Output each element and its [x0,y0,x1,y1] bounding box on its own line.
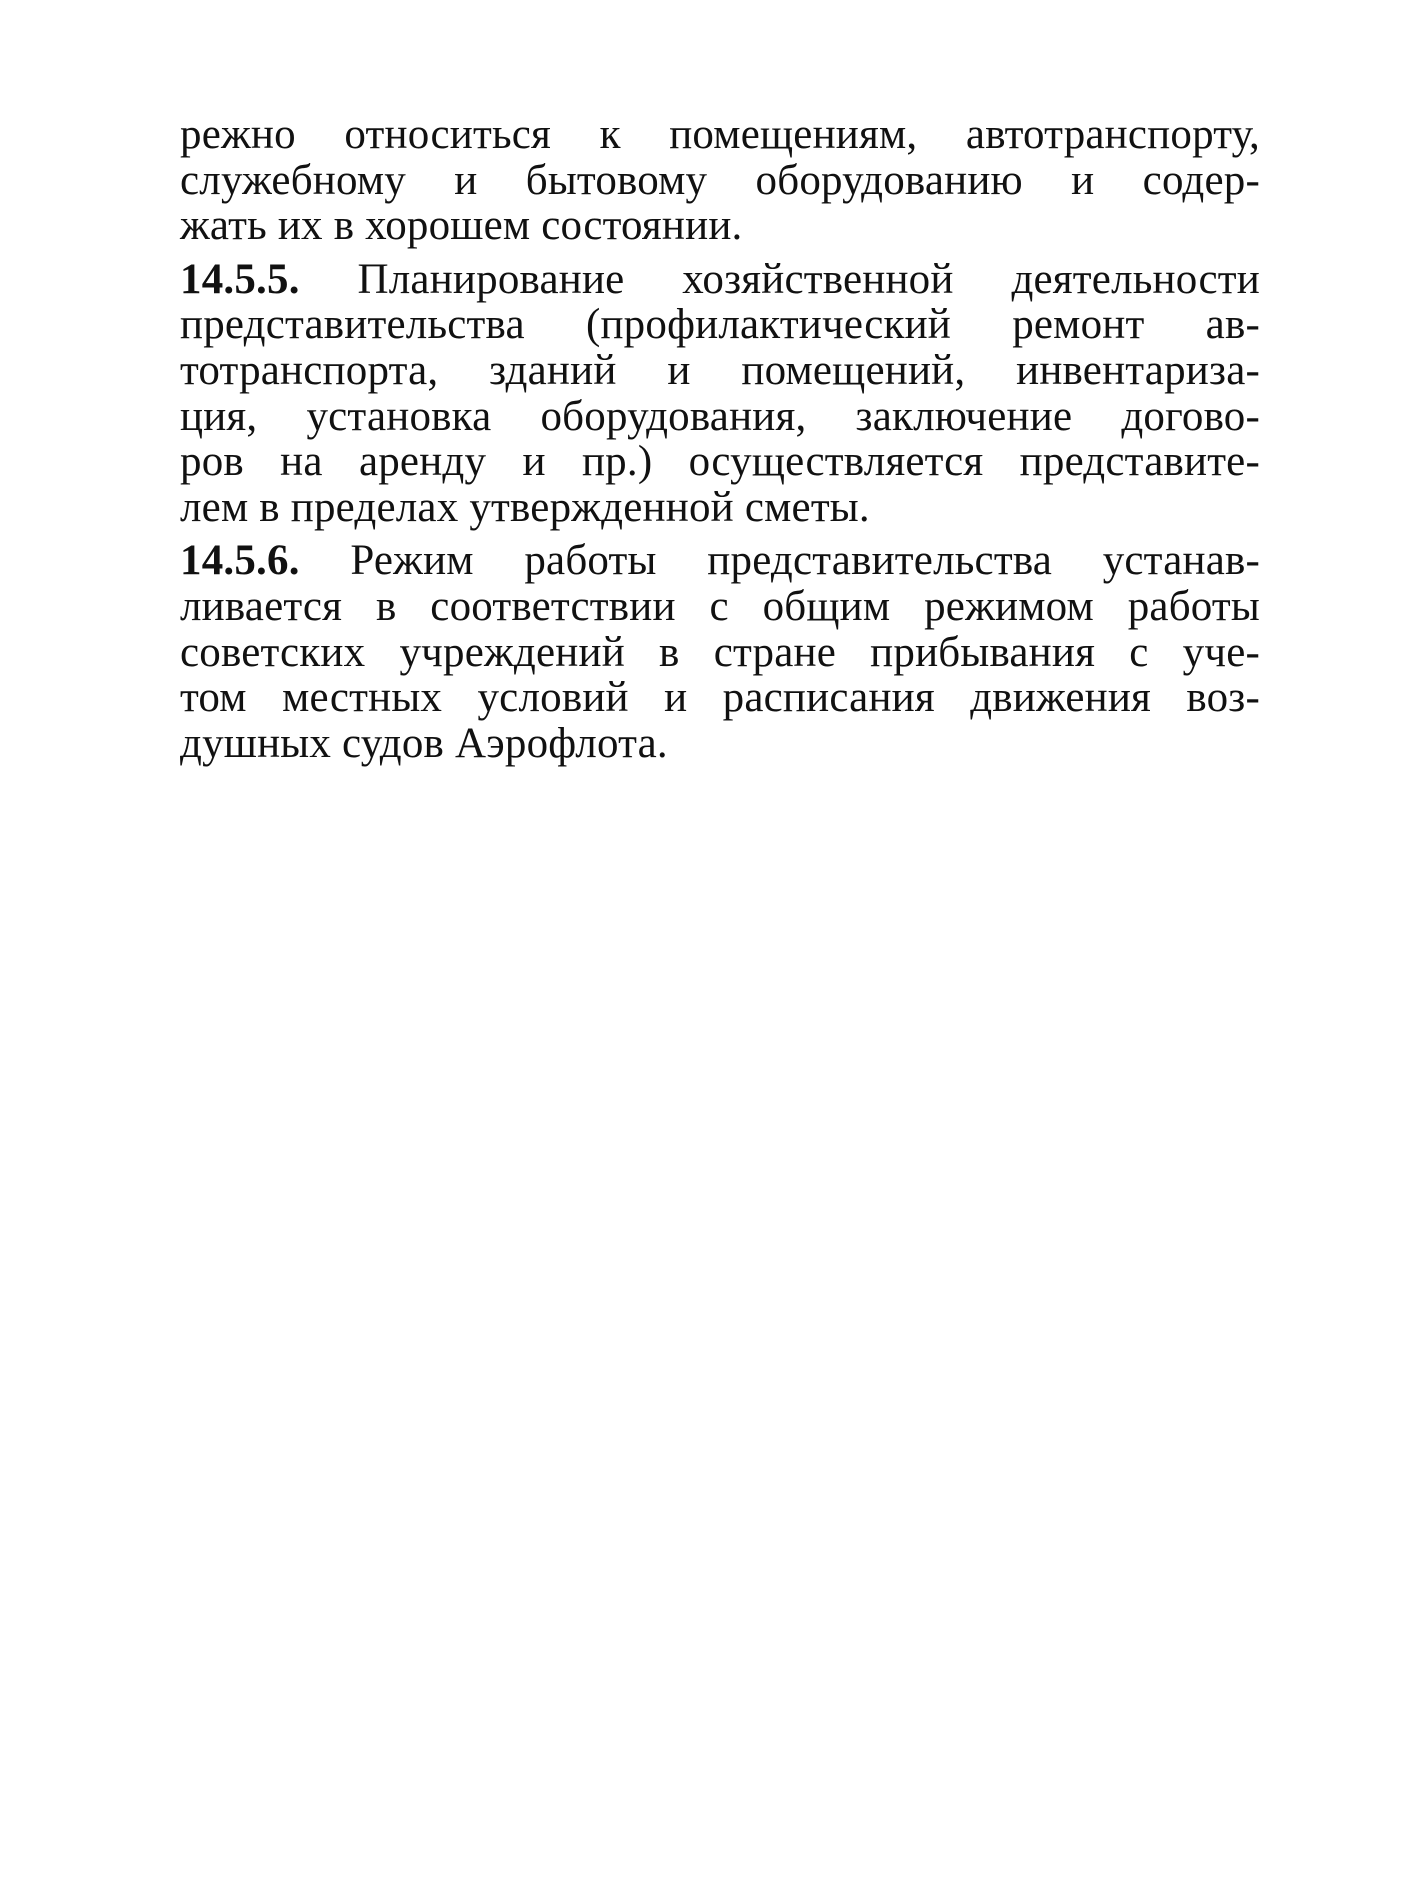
text-line: советских учреждений в стране прибывания с уче- [180,628,1260,676]
text-line: представительства (профилактический ремонт ав- [180,301,1260,349]
text-line: режно относиться к помещениям, автотранспорту, [180,111,1260,158]
text-line-content: Режим работы представительства устанав- [350,537,1261,585]
body-text [180,112,1260,766]
text-line: лем в пределах утвержденной сметы. [180,483,870,531]
text-line: тотранспорта, зданий и помещений, инвентариза- [180,346,1260,394]
text-line [180,538,1260,584]
paragraph-14-5-5 [180,257,1260,531]
text-line: ров на аренду и пр.) осуществляется представите- [180,438,1260,486]
text-line: ливается в соответствии с общим режимом работы [180,582,1260,630]
text-line: том местных условий и расписания движения воз- [180,674,1260,722]
text-line: душных судов Аэрофлота. [180,719,668,767]
paragraph-continuation [180,112,1260,249]
clause-number: 14.5.5. [180,255,300,303]
text-line: ция, установка оборудования, заключение догово- [180,392,1260,440]
text-line: жать их в хорошем состоянии. [180,202,743,250]
paragraph-14-5-6 [180,538,1260,766]
text-line [180,257,1260,303]
clause-number: 14.5.6. [180,537,300,585]
text-line-content: Планирование хозяйственной деятельности [357,255,1261,303]
text-line: служебному и бытовому оборудованию и содер- [180,156,1260,204]
